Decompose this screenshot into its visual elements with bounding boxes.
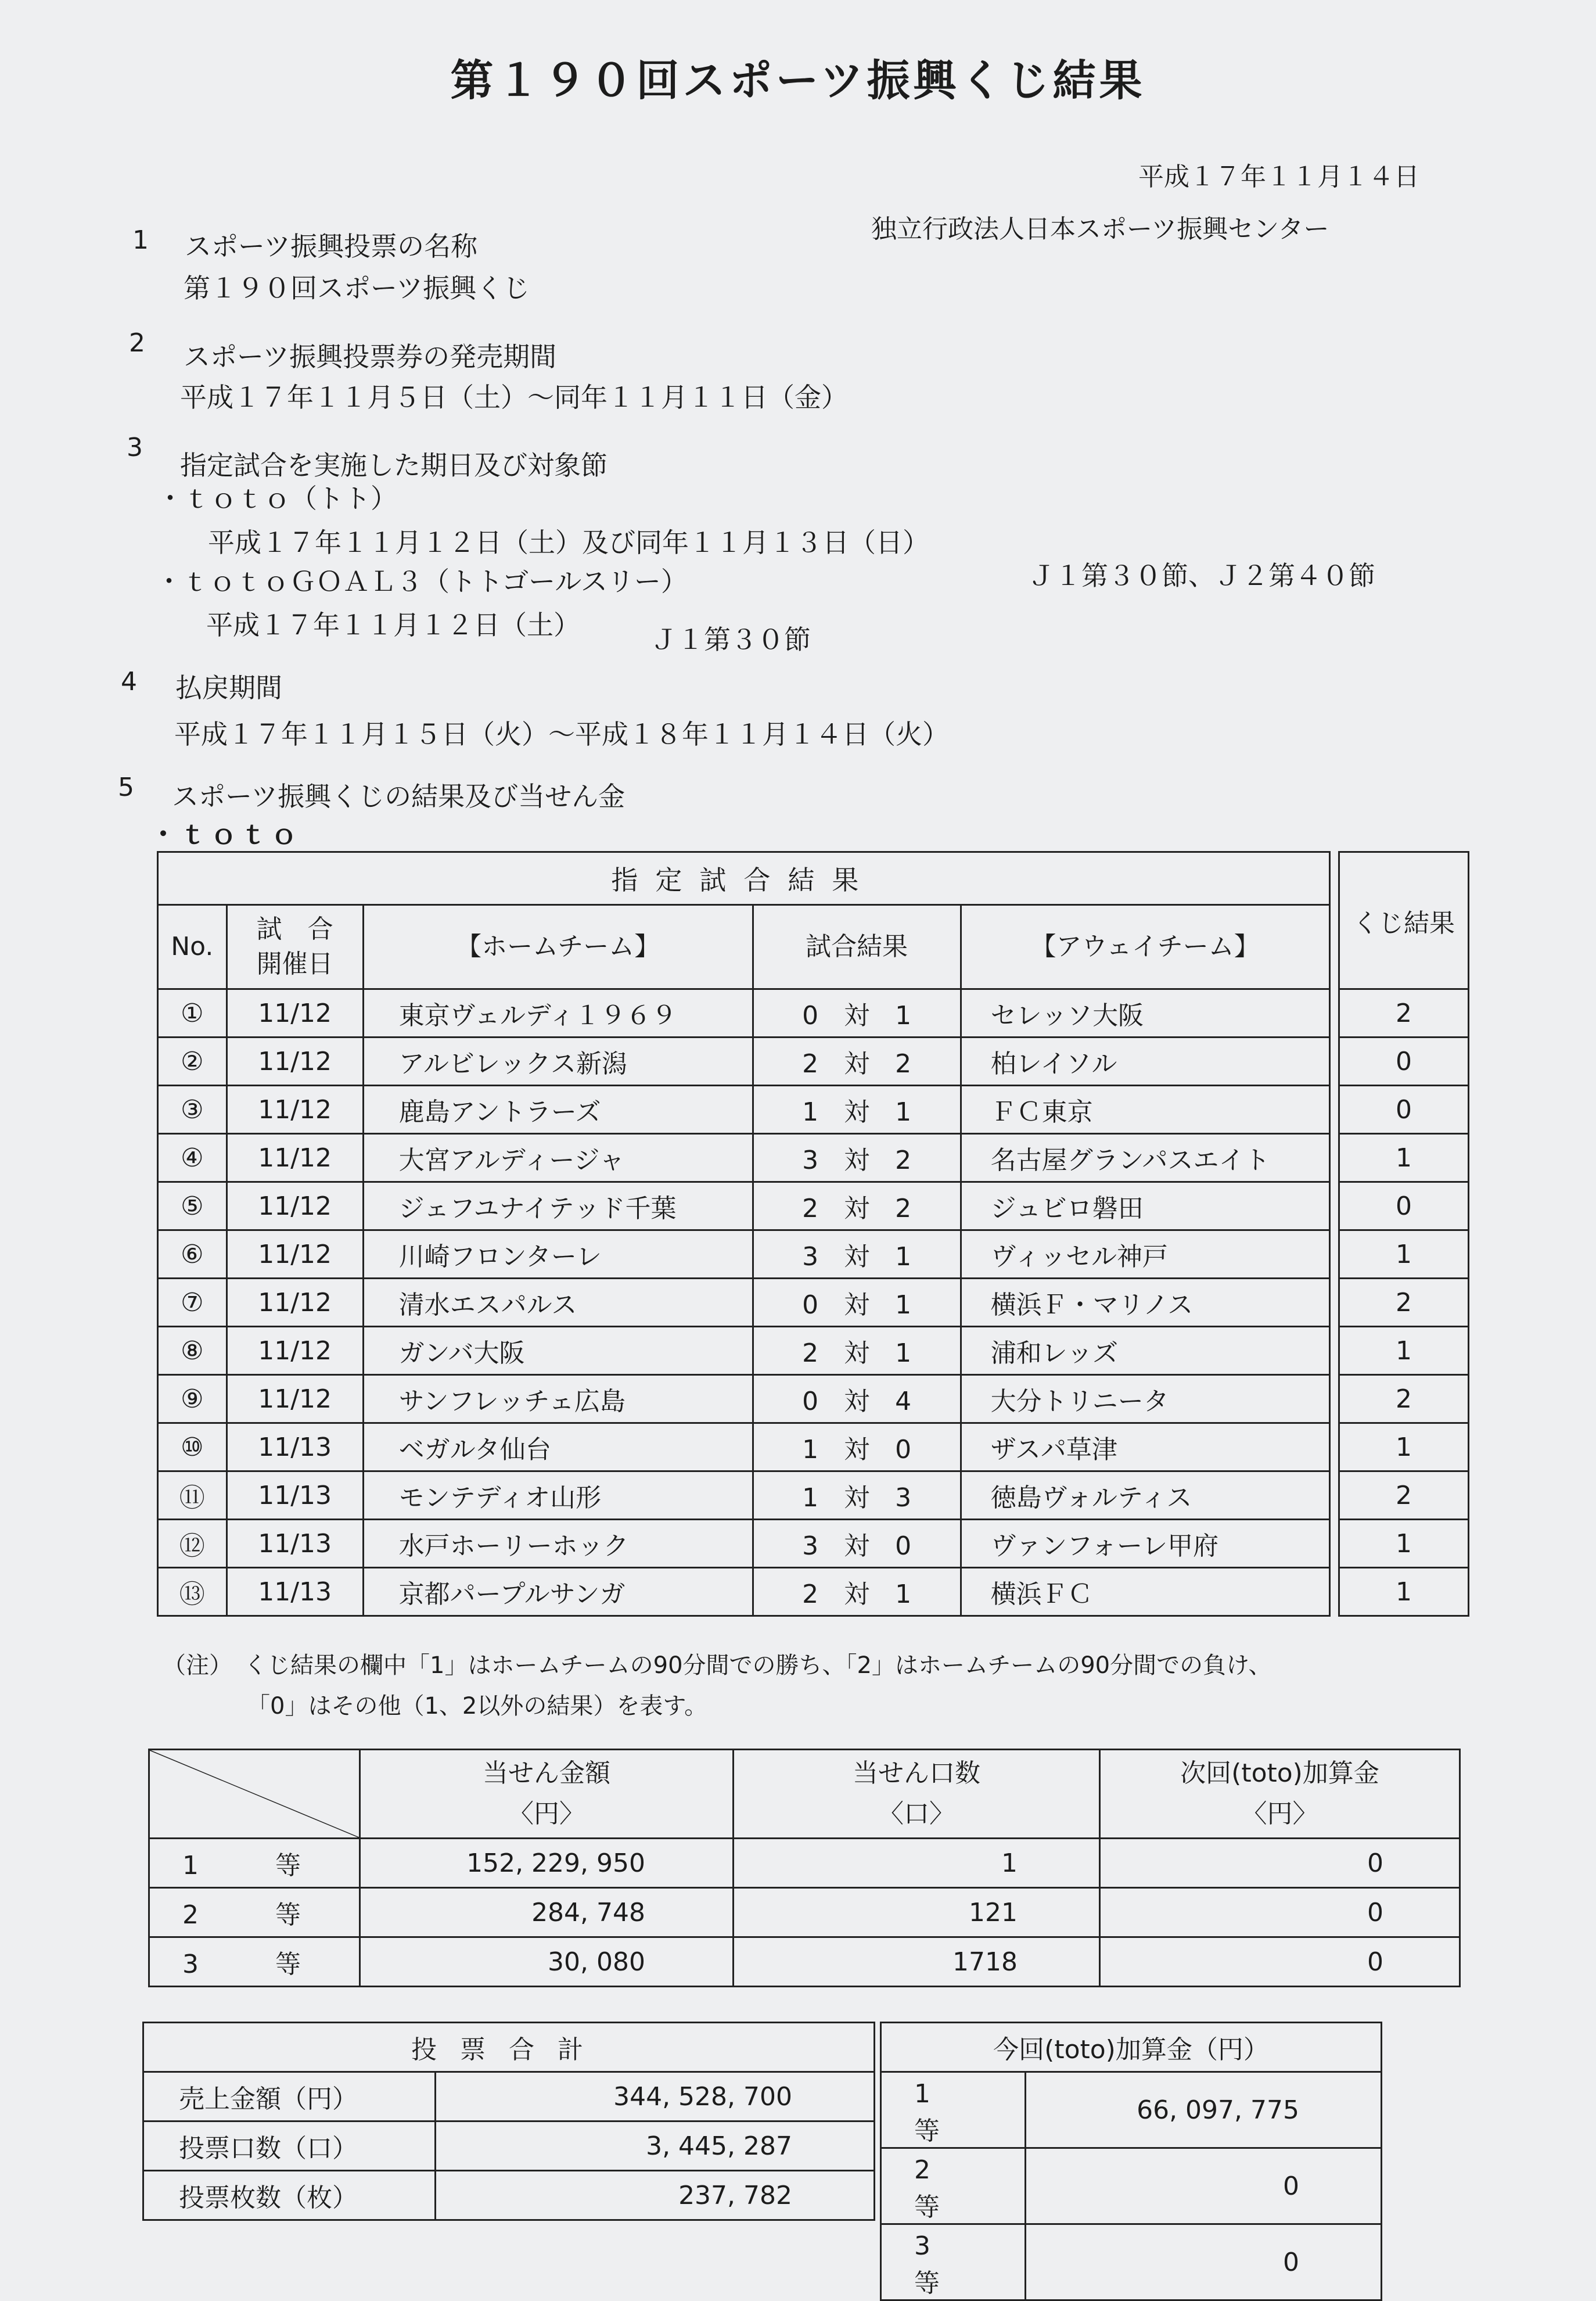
row-date: 11/12: [227, 1182, 363, 1230]
row-result: 1: [1339, 1327, 1468, 1375]
row-score: 2 対 2: [753, 1038, 961, 1086]
row-away: 横浜ＦＣ: [961, 1568, 1329, 1616]
row-home: ベガルタ仙台: [363, 1423, 753, 1471]
col-prize-amount-header: [360, 1750, 734, 1839]
row-score: 2 対 1: [753, 1327, 961, 1375]
prize-table: [148, 1749, 1461, 1987]
section-2-heading: スポーツ振興投票券の発売期間: [184, 341, 557, 372]
prize-amount: 152, 229, 950: [360, 1839, 734, 1888]
carryover-rank: 3 等: [881, 2224, 1026, 2300]
row-home: ジェフユナイテッド千葉: [363, 1182, 753, 1230]
col-prize-count-title: 当せん口数: [853, 1758, 980, 1788]
table-row: [158, 1038, 1469, 1086]
row-away: ＦＣ東京: [961, 1086, 1329, 1134]
row-home: モンテディオ山形: [363, 1471, 753, 1520]
row-score: 2 対 2: [753, 1182, 961, 1230]
row-no: ②: [158, 1038, 227, 1086]
organization-name: 独立行政法人日本スポーツ振興センター: [871, 214, 1329, 244]
totals-label: 投票口数（口）: [143, 2121, 436, 2171]
section-5-number: 5: [118, 773, 134, 802]
row-score: 1 対 0: [753, 1423, 961, 1471]
row-away: 浦和レッズ: [961, 1327, 1329, 1375]
prize-count: 1718: [734, 1937, 1100, 1987]
section-1-number: 1: [132, 225, 149, 255]
totals-value: 237, 782: [436, 2171, 875, 2220]
table-row: [158, 989, 1469, 1038]
row-date: 11/12: [227, 1134, 363, 1182]
row-away: 名古屋グランパスエイト: [961, 1134, 1329, 1182]
section-4-heading: 払戻期間: [175, 672, 282, 703]
col-score-header: 試合結果: [753, 905, 961, 989]
document-date: 平成１７年１１月１４日: [1138, 162, 1419, 192]
row-home: ガンバ大阪: [363, 1327, 753, 1375]
row-result: 0: [1339, 1086, 1468, 1134]
row-no: ⑩: [158, 1423, 227, 1471]
section-5-heading: スポーツ振興くじの結果及び当せん金: [172, 781, 626, 812]
section-1-heading: スポーツ振興投票の名称: [185, 231, 478, 262]
table-row: [149, 1839, 1460, 1888]
carryover-value: 66, 097, 775: [1026, 2072, 1382, 2148]
page-title: 第１９０回スポーツ振興くじ結果: [450, 56, 1146, 106]
prize-rank: 3 等: [149, 1937, 360, 1987]
row-result: 1: [1339, 1134, 1468, 1182]
prize-amount: 284, 748: [360, 1888, 734, 1937]
table-row: [158, 1471, 1469, 1520]
col-prize-count-header: [734, 1750, 1100, 1839]
goal3-label: ・ｔｏｔｏＧＯＡＬ３（トトゴールスリー）: [156, 566, 688, 597]
prize-carry: 0: [1100, 1937, 1460, 1987]
col-date-line1: 試 合: [256, 914, 333, 944]
table-row: [881, 2072, 1382, 2148]
note-line-2: 「0」はその他（1、2以外の結果）を表す。: [247, 1693, 708, 1720]
table-row: [149, 1937, 1460, 1987]
table-row: [881, 2224, 1382, 2300]
section-2-number: 2: [129, 328, 145, 358]
table-row: [158, 1375, 1469, 1423]
row-score: 3 対 2: [753, 1134, 961, 1182]
row-score: 2 対 1: [753, 1568, 961, 1616]
row-date: 11/13: [227, 1471, 363, 1520]
goal3-dates: 平成１７年１１月１２日（土）: [206, 609, 580, 641]
row-home: 大宮アルディージャ: [363, 1134, 753, 1182]
carryover-table: [880, 2022, 1382, 2301]
row-date: 11/13: [227, 1423, 363, 1471]
row-home: アルビレックス新潟: [363, 1038, 753, 1086]
section-2-body: 平成１７年１１月５日（土）～同年１１月１１日（金）: [180, 382, 848, 413]
row-result: 2: [1339, 989, 1468, 1038]
col-date-header: [227, 905, 363, 989]
table-row: [149, 1888, 1460, 1937]
row-result: 2: [1339, 1471, 1468, 1520]
section-3-heading: 指定試合を実施した期日及び対象節: [180, 450, 608, 481]
table-row: [143, 2072, 875, 2121]
totals-header: 投票合計: [143, 2023, 875, 2072]
row-away: 柏レイソル: [961, 1038, 1329, 1086]
row-result: 0: [1339, 1182, 1468, 1230]
col-carry-next-title: 次回(toto)加算金: [1180, 1758, 1379, 1788]
row-no: ⑦: [158, 1279, 227, 1327]
col-carry-next-header: [1100, 1750, 1460, 1839]
prize-carry: 0: [1100, 1839, 1460, 1888]
col-home-header: 【ホームチーム】: [363, 905, 753, 989]
table-row: [143, 2171, 875, 2220]
row-home: 川崎フロンターレ: [363, 1230, 753, 1279]
row-score: 3 対 0: [753, 1520, 961, 1568]
prize-rank: 2 等: [149, 1888, 360, 1937]
row-no: ④: [158, 1134, 227, 1182]
goal3-rounds: Ｊ１第３０節: [650, 624, 811, 655]
totals-label: 投票枚数（枚）: [143, 2171, 436, 2220]
row-no: ⑪: [158, 1471, 227, 1520]
diagonal-line: [150, 1750, 359, 1837]
row-result: 2: [1339, 1375, 1468, 1423]
row-result: 1: [1339, 1230, 1468, 1279]
row-date: 11/12: [227, 1327, 363, 1375]
prize-carry: 0: [1100, 1888, 1460, 1937]
table-row: [158, 1086, 1469, 1134]
row-result: 1: [1339, 1568, 1468, 1616]
row-away: ヴィッセル神戸: [961, 1230, 1329, 1279]
row-date: 11/12: [227, 1279, 363, 1327]
row-no: ⑫: [158, 1520, 227, 1568]
col-date-line2: 開催日: [256, 949, 333, 979]
row-away: 徳島ヴォルティス: [961, 1471, 1329, 1520]
row-date: 11/12: [227, 1038, 363, 1086]
carryover-value: 0: [1026, 2148, 1382, 2224]
row-home: 京都パープルサンガ: [363, 1568, 753, 1616]
table-divider: [1329, 852, 1339, 1616]
carryover-rank: 1 等: [881, 2072, 1026, 2148]
match-results-table: [157, 851, 1469, 1617]
row-no: ⑧: [158, 1327, 227, 1375]
row-score: 0 対 1: [753, 989, 961, 1038]
toto-sub-label: ・ｔｏｔｏ: [150, 819, 301, 850]
table-row: [158, 1423, 1469, 1471]
totals-value: 3, 445, 287: [436, 2121, 875, 2171]
section-1-body: 第１９０回スポーツ振興くじ: [184, 272, 530, 304]
carryover-rank: 2 等: [881, 2148, 1026, 2224]
col-carry-next-unit: 〈円〉: [1241, 1799, 1318, 1829]
row-date: 11/12: [227, 1375, 363, 1423]
note-line-1: （注） くじ結果の欄中「1」はホームチームの90分間での勝ち、「2」はホームチームの90分間での負け、: [163, 1652, 1272, 1679]
row-no: ⑥: [158, 1230, 227, 1279]
row-score: 0 対 4: [753, 1375, 961, 1423]
diagonal-header-cell: [149, 1750, 360, 1839]
table-row: [143, 2121, 875, 2171]
prize-count: 1: [734, 1839, 1100, 1888]
row-score: 1 対 3: [753, 1471, 961, 1520]
row-date: 11/12: [227, 1086, 363, 1134]
table-row: [158, 1520, 1469, 1568]
prize-rank: 1 等: [149, 1839, 360, 1888]
row-date: 11/12: [227, 1230, 363, 1279]
col-prize-amount-unit: 〈円〉: [508, 1799, 585, 1829]
vote-totals-table: [142, 2022, 875, 2221]
row-no: ⑬: [158, 1568, 227, 1616]
row-result: 0: [1339, 1038, 1468, 1086]
carryover-value: 0: [1026, 2224, 1382, 2300]
table-row: [158, 1230, 1469, 1279]
toto-dates: 平成１７年１１月１２日（土）及び同年１１月１３日（日）: [208, 527, 929, 558]
carryover-header: 今回(toto)加算金（円）: [881, 2023, 1382, 2072]
prize-amount: 30, 080: [360, 1937, 734, 1987]
row-score: 0 対 1: [753, 1279, 961, 1327]
row-away: セレッソ大阪: [961, 989, 1329, 1038]
row-result: 1: [1339, 1520, 1468, 1568]
col-no-header: No.: [158, 905, 227, 989]
col-prize-amount-title: 当せん金額: [483, 1758, 610, 1788]
totals-value: 344, 528, 700: [436, 2072, 875, 2121]
totals-label: 売上金額（円）: [143, 2072, 436, 2121]
row-home: 清水エスパルス: [363, 1279, 753, 1327]
col-away-header: 【アウェイチーム】: [961, 905, 1329, 989]
row-score: 1 対 1: [753, 1086, 961, 1134]
prize-count: 121: [734, 1888, 1100, 1937]
row-result: 2: [1339, 1279, 1468, 1327]
section-4-body: 平成１７年１１月１５日（火）～平成１８年１１月１４日（火）: [174, 719, 949, 750]
row-home: 東京ヴェルディ１９６９: [363, 989, 753, 1038]
row-away: ヴァンフォーレ甲府: [961, 1520, 1329, 1568]
row-away: ジュビロ磐田: [961, 1182, 1329, 1230]
row-home: 鹿島アントラーズ: [363, 1086, 753, 1134]
row-home: サンフレッチェ広島: [363, 1375, 753, 1423]
row-home: 水戸ホーリーホック: [363, 1520, 753, 1568]
toto-rounds: Ｊ１第３０節、Ｊ２第４０節: [1028, 560, 1375, 591]
row-date: 11/12: [227, 989, 363, 1038]
row-no: ①: [158, 989, 227, 1038]
row-no: ⑤: [158, 1182, 227, 1230]
col-result-header: くじ結果: [1339, 852, 1468, 989]
table-row: [158, 1182, 1469, 1230]
row-date: 11/13: [227, 1520, 363, 1568]
row-no: ③: [158, 1086, 227, 1134]
section-4-number: 4: [121, 667, 137, 697]
table-row: [158, 1327, 1469, 1375]
row-score: 3 対 1: [753, 1230, 961, 1279]
col-prize-count-unit: 〈口〉: [878, 1799, 955, 1829]
row-away: 大分トリニータ: [961, 1375, 1329, 1423]
row-no: ⑨: [158, 1375, 227, 1423]
row-date: 11/13: [227, 1568, 363, 1616]
table-row: [881, 2148, 1382, 2224]
table-row: [158, 1279, 1469, 1327]
table-row: [158, 1568, 1469, 1616]
section-3-number: 3: [127, 433, 143, 462]
row-away: ザスパ草津: [961, 1423, 1329, 1471]
toto-label: ・ｔｏｔｏ（トト）: [157, 483, 397, 514]
table-row: [158, 1134, 1469, 1182]
match-table-header: 指定試合結果: [158, 852, 1330, 905]
row-away: 横浜Ｆ・マリノス: [961, 1279, 1329, 1327]
row-result: 1: [1339, 1423, 1468, 1471]
